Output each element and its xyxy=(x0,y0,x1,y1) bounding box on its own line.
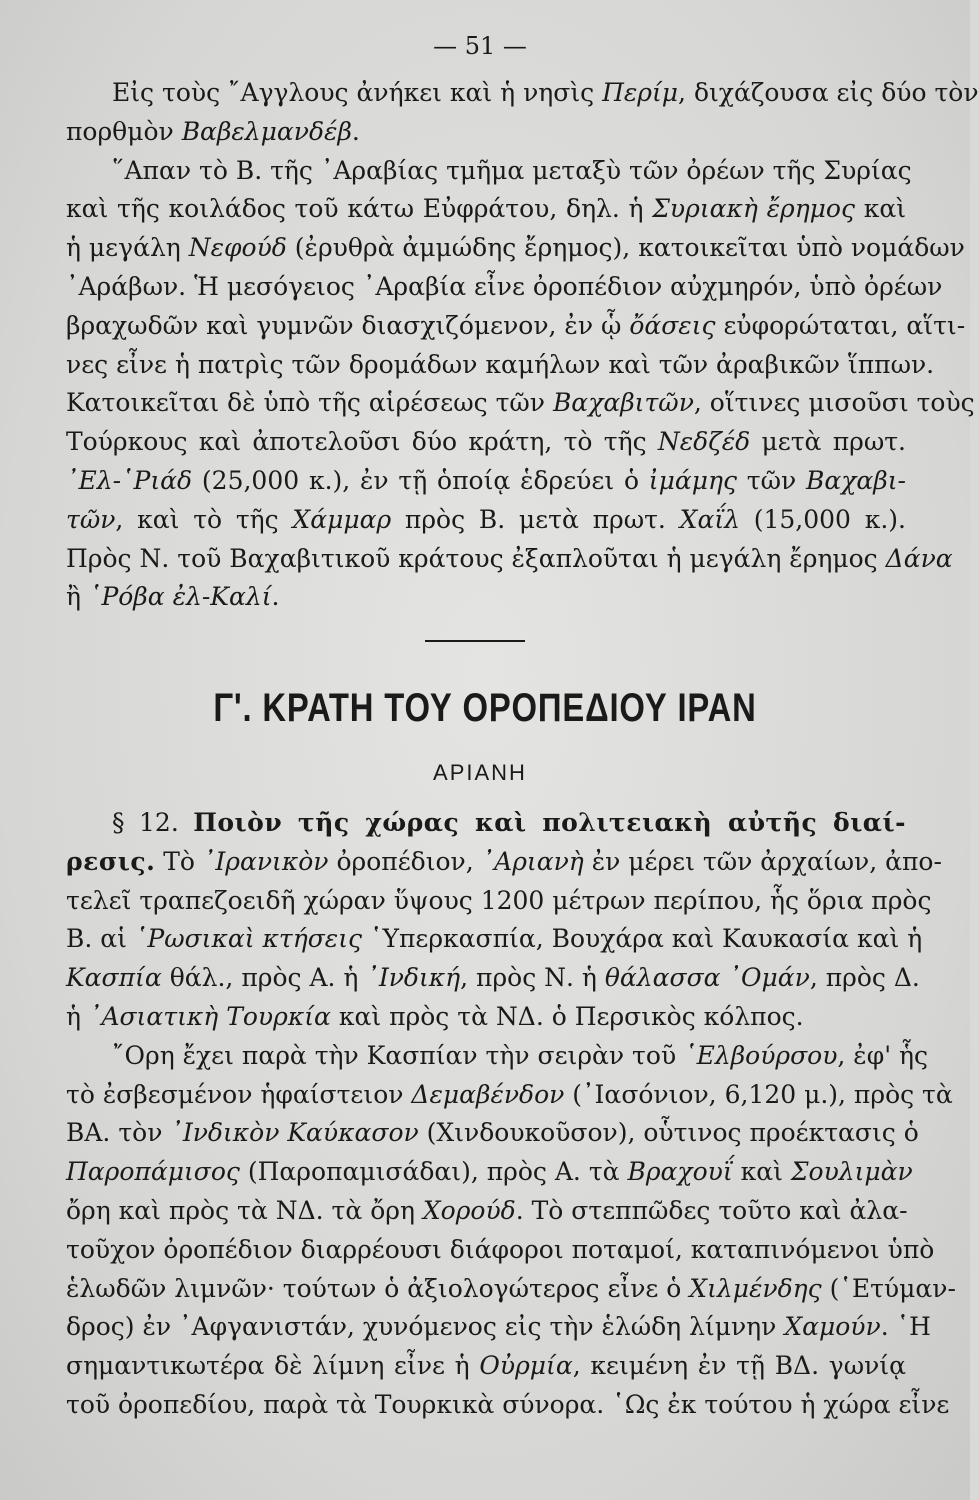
italic-term: Βαβελμανδέβ xyxy=(181,116,352,146)
italic-term: Βραχουΐ xyxy=(627,1157,733,1187)
page-number: — 51 — xyxy=(433,32,527,60)
text-line: Παροπάμισος (Παροπαμισάδαι), πρὸς Α. τὰ Βραχουΐ καὶ Σουλιμὰν xyxy=(66,1157,913,1187)
italic-term: Χαΐλ xyxy=(679,504,740,534)
text-line: ῞Απαν τὸ Β. τῆς ᾿Αραβίας τμῆμα μεταξὺ τῶν ὀρέων τῆς Συρίας xyxy=(112,155,912,185)
text-line: ᾿Αράβων. Ἡ μεσόγειος ᾿Αραβία εἶνε ὀροπέδιον αὐχμηρόν, ὑπὸ ὀρέων xyxy=(66,271,943,301)
italic-term: Οὐρμία xyxy=(479,1351,573,1381)
italic-term: Χιλμένδης xyxy=(689,1273,822,1303)
italic-term: Νεφούδ xyxy=(188,233,287,263)
text-line: ἑλωδῶν λιμνῶν· τούτων ὁ ἀξιολογώτερος εἶνε ὁ Χιλμένδης (῾Ετύμαν- xyxy=(66,1273,956,1303)
italic-term: Δεμαβένδον xyxy=(411,1079,565,1109)
text-line: δρος) ἐν ᾿Αφγανιστάν, χυνόμενος εἰς τὴν ἑλώδη λίμνην Χαμούν. ῾Η xyxy=(66,1312,931,1342)
text-line: Εἰς τοὺς ῎Αγγλους ἀνήκει καὶ ἡ νησὶς Περίμ, διχάζουσα εἰς δύο τὸν xyxy=(112,78,979,107)
italic-term: τῶν xyxy=(66,504,116,534)
section-divider xyxy=(425,640,525,642)
italic-term: ὄάσεις xyxy=(629,310,716,340)
text-line: ΒΑ. τὸν ᾿Ινδικὸν Καύκασον (Χινδουκοῦσον), οὗτινος προέκτασις ὁ xyxy=(66,1118,919,1148)
text-line: τὸ ἐσβεσμένον ἡφαίστειον Δεμαβένδον (᾿Ιασόνιον, 6,120 μ.), πρὸς τὰ xyxy=(66,1079,953,1109)
chapter-title: Γ'. ΚΡΑΤΗ ΤΟΥ ΟΡΟΠΕΔΙΟΥ ΙΡΑΝ xyxy=(213,686,757,730)
italic-term: Βαχαβιτῶν xyxy=(552,388,694,418)
italic-term: Παροπάμισος xyxy=(66,1157,240,1187)
text-line: νες εἶνε ἡ πατρὶς τῶν δρομάδων καμήλων καὶ τῶν ἀραβικῶν ἵππων. xyxy=(66,349,935,379)
text-line: σημαντικωτέρα δὲ λίμνη εἶνε ἡ Οὐρμία, κειμένη ἐν τῇ ΒΔ. γωνίᾳ xyxy=(66,1351,906,1381)
bottom-text-block xyxy=(66,804,956,1425)
text-line: ἡ ᾿Ασιατικὴ Τουρκία καὶ πρὸς τὰ ΝΔ. ὁ Περσικὸς κόλπος. xyxy=(66,1001,804,1031)
text-line: Τούρκους καὶ ἀποτελοῦσι δύο κράτη, τὸ τῆς Νεδζέδ μετὰ πρωτ. xyxy=(66,427,906,457)
italic-term: Χάμμαρ xyxy=(292,504,392,534)
italic-term: ἰμάμης xyxy=(648,465,737,495)
text-line: τοῦ ὀροπεδίου, παρὰ τὰ Τουρκικὰ σύνορα. ῾Ως ἐκ τούτου ἡ χώρα εἶνε xyxy=(66,1389,950,1419)
text-line: τοῦχον ὀροπέδιον διαρρέουσι διάφοροι ποταμοί, καταπινόμενοι ὑπὸ xyxy=(66,1234,935,1264)
text-line: καὶ τῆς κοιλάδος τοῦ κάτω Εὐφράτου, δηλ. ἡ Συριακὴ ἔρημος καὶ xyxy=(66,194,907,224)
italic-term: Δάνα xyxy=(885,543,953,573)
text-line: ἢ ῾Ρόβα ἐλ-Καλί. xyxy=(66,582,280,612)
section-subtitle: ΑΡΙΑΝΗ xyxy=(433,760,527,785)
bottom-paragraph xyxy=(66,804,942,1037)
bold-heading: Ποιὸν τῆς χώρας καὶ πολιτειακὴ αὐτῆς διαί- xyxy=(193,808,906,837)
italic-term: ῾Ελβούρσου xyxy=(684,1040,838,1070)
italic-term: ῾Ρόβα ἐλ-Καλί xyxy=(88,582,272,612)
italic-term: ᾿Ινδικὸν Καύκασον xyxy=(170,1118,419,1148)
italic-term: Βαχαβι- xyxy=(806,465,906,495)
italic-term: Νεδζέδ xyxy=(657,427,751,457)
italic-term: ᾿Ινδική xyxy=(366,963,461,993)
bold-heading: ρεσις. xyxy=(66,846,156,876)
text-line: τῶν, καὶ τὸ τῆς Χάμμαρ πρὸς Β. μετὰ πρωτ. Χαΐλ (15,000 κ.). xyxy=(66,504,906,534)
italic-term: Χαμούν xyxy=(784,1312,881,1342)
text-line: πορθμὸν Βαβελμανδέβ. xyxy=(66,116,360,146)
text-line: ᾿Ελ-῾Ριάδ (25,000 κ.), ἐν τῇ ὁποίᾳ ἑδρεύει ὁ ἰμάμης τῶν Βαχαβι- xyxy=(66,465,906,495)
text-line: ὄρη καὶ πρὸς τὰ ΝΔ. τὰ ὄρη Χορούδ. Τὸ στεππῶδες τοῦτο καὶ ἀλα- xyxy=(66,1195,908,1225)
text-line: Κατοικεῖται δὲ ὑπὸ τῆς αἱρέσεως τῶν Βαχαβιτῶν, οἵτινες μισοῦσι τοὺς xyxy=(66,388,975,418)
italic-term: θάλασσα ᾿Ομάν xyxy=(604,963,810,993)
top-paragraph xyxy=(66,74,979,152)
italic-term: ᾿Ασιατικὴ Τουρκία xyxy=(88,1001,331,1031)
italic-term: ᾿Αριανὴ xyxy=(481,846,584,876)
text-line: Κασπία θάλ., πρὸς Α. ἡ ᾿Ινδική, πρὸς Ν. ἡ θάλασσα ᾿Ομάν, πρὸς Δ. xyxy=(66,963,920,993)
italic-term: Συριακὴ ἔρημος xyxy=(652,194,855,224)
text-line: Πρὸς Ν. τοῦ Βαχαβιτικοῦ κράτους ἐξαπλοῦται ἡ μεγάλη ἔρημος Δάνα xyxy=(66,543,953,573)
text-line: ρεσις. Τὸ ᾿Ιρανικὸν ὀροπέδιον, ᾿Αριανὴ ἐν μέρει τῶν ἀρχαίων, ἀπο- xyxy=(66,846,942,876)
text-line: ἡ μεγάλη Νεφούδ (ἐρυθρὰ ἀμμώδης ἔρημος), κατοικεῖται ὑπὸ νομάδων xyxy=(66,233,965,263)
top-paragraph xyxy=(66,152,975,618)
bottom-paragraph xyxy=(66,1037,956,1425)
italic-term: Σουλιμὰν xyxy=(790,1157,913,1187)
text-line: τελεῖ τραπεζοειδῆ χώραν ὕψους 1200 μέτρων περίπου, ἧς ὅρια πρὸς xyxy=(66,885,932,915)
italic-term: Περίμ xyxy=(602,78,679,107)
italic-term: ᾿Ιρανικὸν xyxy=(202,846,329,876)
text-line: βραχωδῶν καὶ γυμνῶν διασχιζόμενον, ἐν ᾧ ὄάσεις εὐφορώταται, αἵτι- xyxy=(66,310,966,340)
text-line: Β. αἱ ῾Ρωσικαὶ κτήσεις ῾Υπερκασπία, Βουχάρα καὶ Καυκασία καὶ ἡ xyxy=(66,924,923,954)
text-line: ῎Ορη ἔχει παρὰ τὴν Κασπίαν τὴν σειρὰν τοῦ ῾Ελβούρσου, ἐφ' ἧς xyxy=(112,1040,929,1070)
italic-term: Κασπία xyxy=(66,963,162,993)
italic-term: ῾Ρωσικαὶ κτήσεις xyxy=(134,924,362,954)
text-line: § 12. Ποιὸν τῆς χώρας καὶ πολιτειακὴ αὐτῆς διαί- xyxy=(112,808,906,837)
italic-term: Χορούδ xyxy=(422,1195,516,1225)
top-text-block xyxy=(66,74,979,617)
italic-term: ᾿Ελ-῾Ριάδ xyxy=(66,465,193,495)
